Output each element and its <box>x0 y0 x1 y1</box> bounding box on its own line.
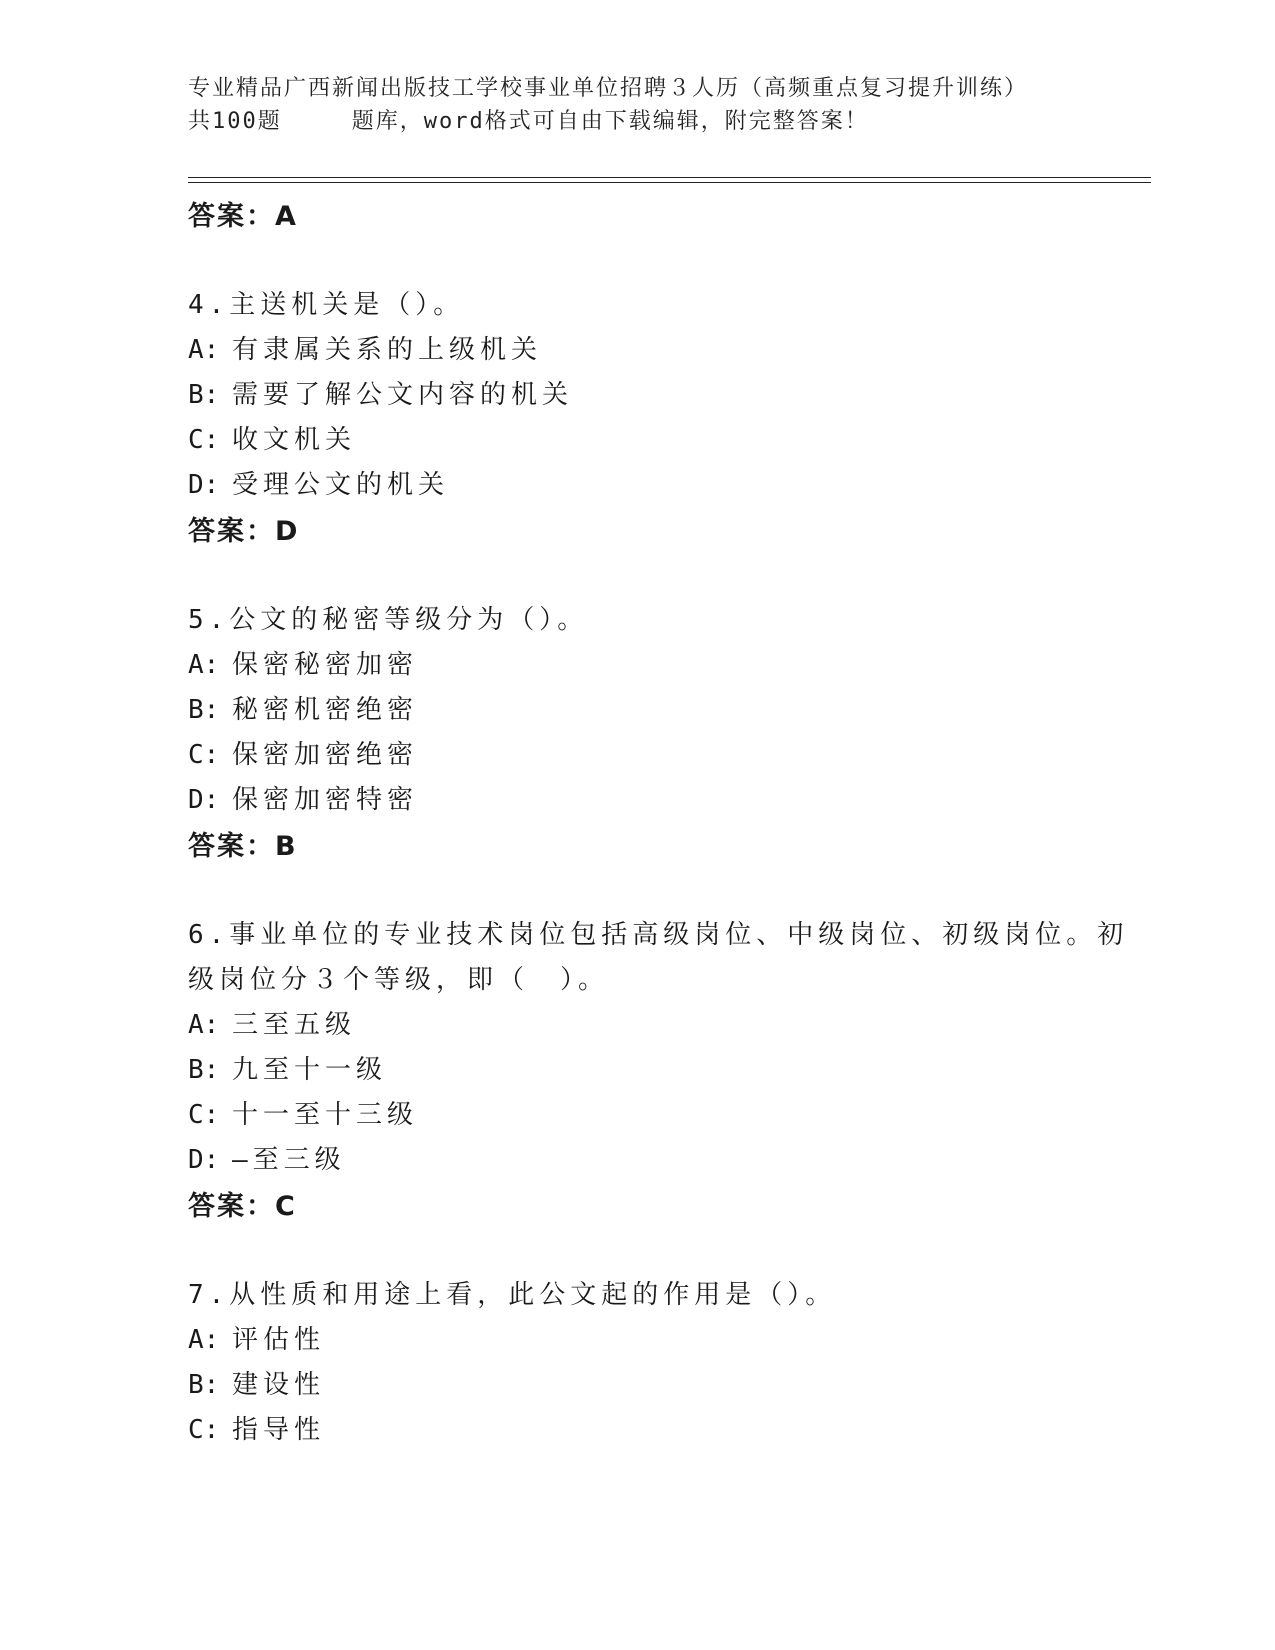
option-letter: B: <box>188 1055 220 1085</box>
answer-line-q6: 答案：C <box>188 1191 297 1222</box>
option-q4-b <box>188 374 573 411</box>
header-divider-bottom <box>188 182 1151 183</box>
option-letter: D: <box>188 785 220 815</box>
question-stem-q7: 7.从性质和用途上看，此公文起的作用是（）。 <box>188 1280 837 1310</box>
option-q5-b <box>188 689 418 726</box>
option-letter: A: <box>188 335 220 365</box>
option-text: 收文机关 <box>232 425 357 455</box>
question-stem-q5: 5.公文的秘密等级分为（）。 <box>188 605 589 635</box>
option-text: 十一至十三级 <box>232 1100 419 1130</box>
option-letter: A: <box>188 650 220 680</box>
option-text: 有隶属关系的上级机关 <box>232 335 543 365</box>
option-text: 指导性 <box>232 1415 326 1445</box>
option-letter: C: <box>188 425 220 455</box>
option-text: 评估性 <box>232 1325 326 1355</box>
question-stem-q6: 6.事业单位的专业技术岗位包括高级岗位、中级岗位、初级岗位。初 <box>188 920 1129 950</box>
option-q4-c <box>188 419 356 456</box>
question-stem-q6-cont: 级岗位分３个等级，即（ ）。 <box>188 965 610 995</box>
option-q6-a <box>188 1004 356 1041</box>
option-letter: C: <box>188 740 220 770</box>
header-question-count: 共100题 <box>188 109 282 134</box>
option-text: 九至十一级 <box>232 1055 388 1085</box>
option-text: 三至五级 <box>232 1010 357 1040</box>
question-stem-q4: 4.主送机关是（）。 <box>188 290 465 320</box>
answer-line-q3: 答案：A <box>188 201 298 232</box>
header-title-line: 专业精品广西新闻出版技工学校事业单位招聘３人历（高频重点复习提升训练） <box>188 76 1029 101</box>
option-q7-b <box>188 1364 325 1401</box>
option-letter: D: <box>188 1145 220 1175</box>
option-letter: B: <box>188 1370 220 1400</box>
option-q4-d <box>188 464 449 501</box>
option-letter: C: <box>188 1415 220 1445</box>
header-format-note: 题库，word格式可自由下载编辑，附完整答案！ <box>351 109 869 134</box>
option-q6-d <box>188 1139 346 1176</box>
option-q5-d <box>188 779 418 816</box>
option-q6-b <box>188 1049 387 1086</box>
option-q6-c <box>188 1094 418 1131</box>
option-letter: B: <box>188 380 220 410</box>
option-q5-a <box>188 644 418 681</box>
option-text: 保密秘密加密 <box>232 650 419 680</box>
answer-line-q4: 答案：D <box>188 516 300 547</box>
option-letter: A: <box>188 1325 220 1355</box>
option-text: 秘密机密绝密 <box>232 695 419 725</box>
option-letter: B: <box>188 695 220 725</box>
answer-line-q5: 答案：B <box>188 831 298 862</box>
option-q4-a <box>188 329 542 366</box>
option-q7-a <box>188 1319 325 1356</box>
document-header <box>188 72 1088 138</box>
option-text: 保密加密绝密 <box>232 740 419 770</box>
option-text: 需要了解公文内容的机关 <box>232 380 574 410</box>
option-letter: C: <box>188 1100 220 1130</box>
header-subtitle-line <box>188 105 1088 138</box>
option-letter: A: <box>188 1010 220 1040</box>
option-text: 保密加密特密 <box>232 785 419 815</box>
option-text: —至三级 <box>232 1145 346 1175</box>
option-text: 受理公文的机关 <box>232 470 450 500</box>
option-q7-c <box>188 1409 325 1446</box>
option-letter: D: <box>188 470 220 500</box>
header-divider-top <box>188 177 1151 178</box>
option-q5-c <box>188 734 418 771</box>
option-text: 建设性 <box>232 1370 326 1400</box>
